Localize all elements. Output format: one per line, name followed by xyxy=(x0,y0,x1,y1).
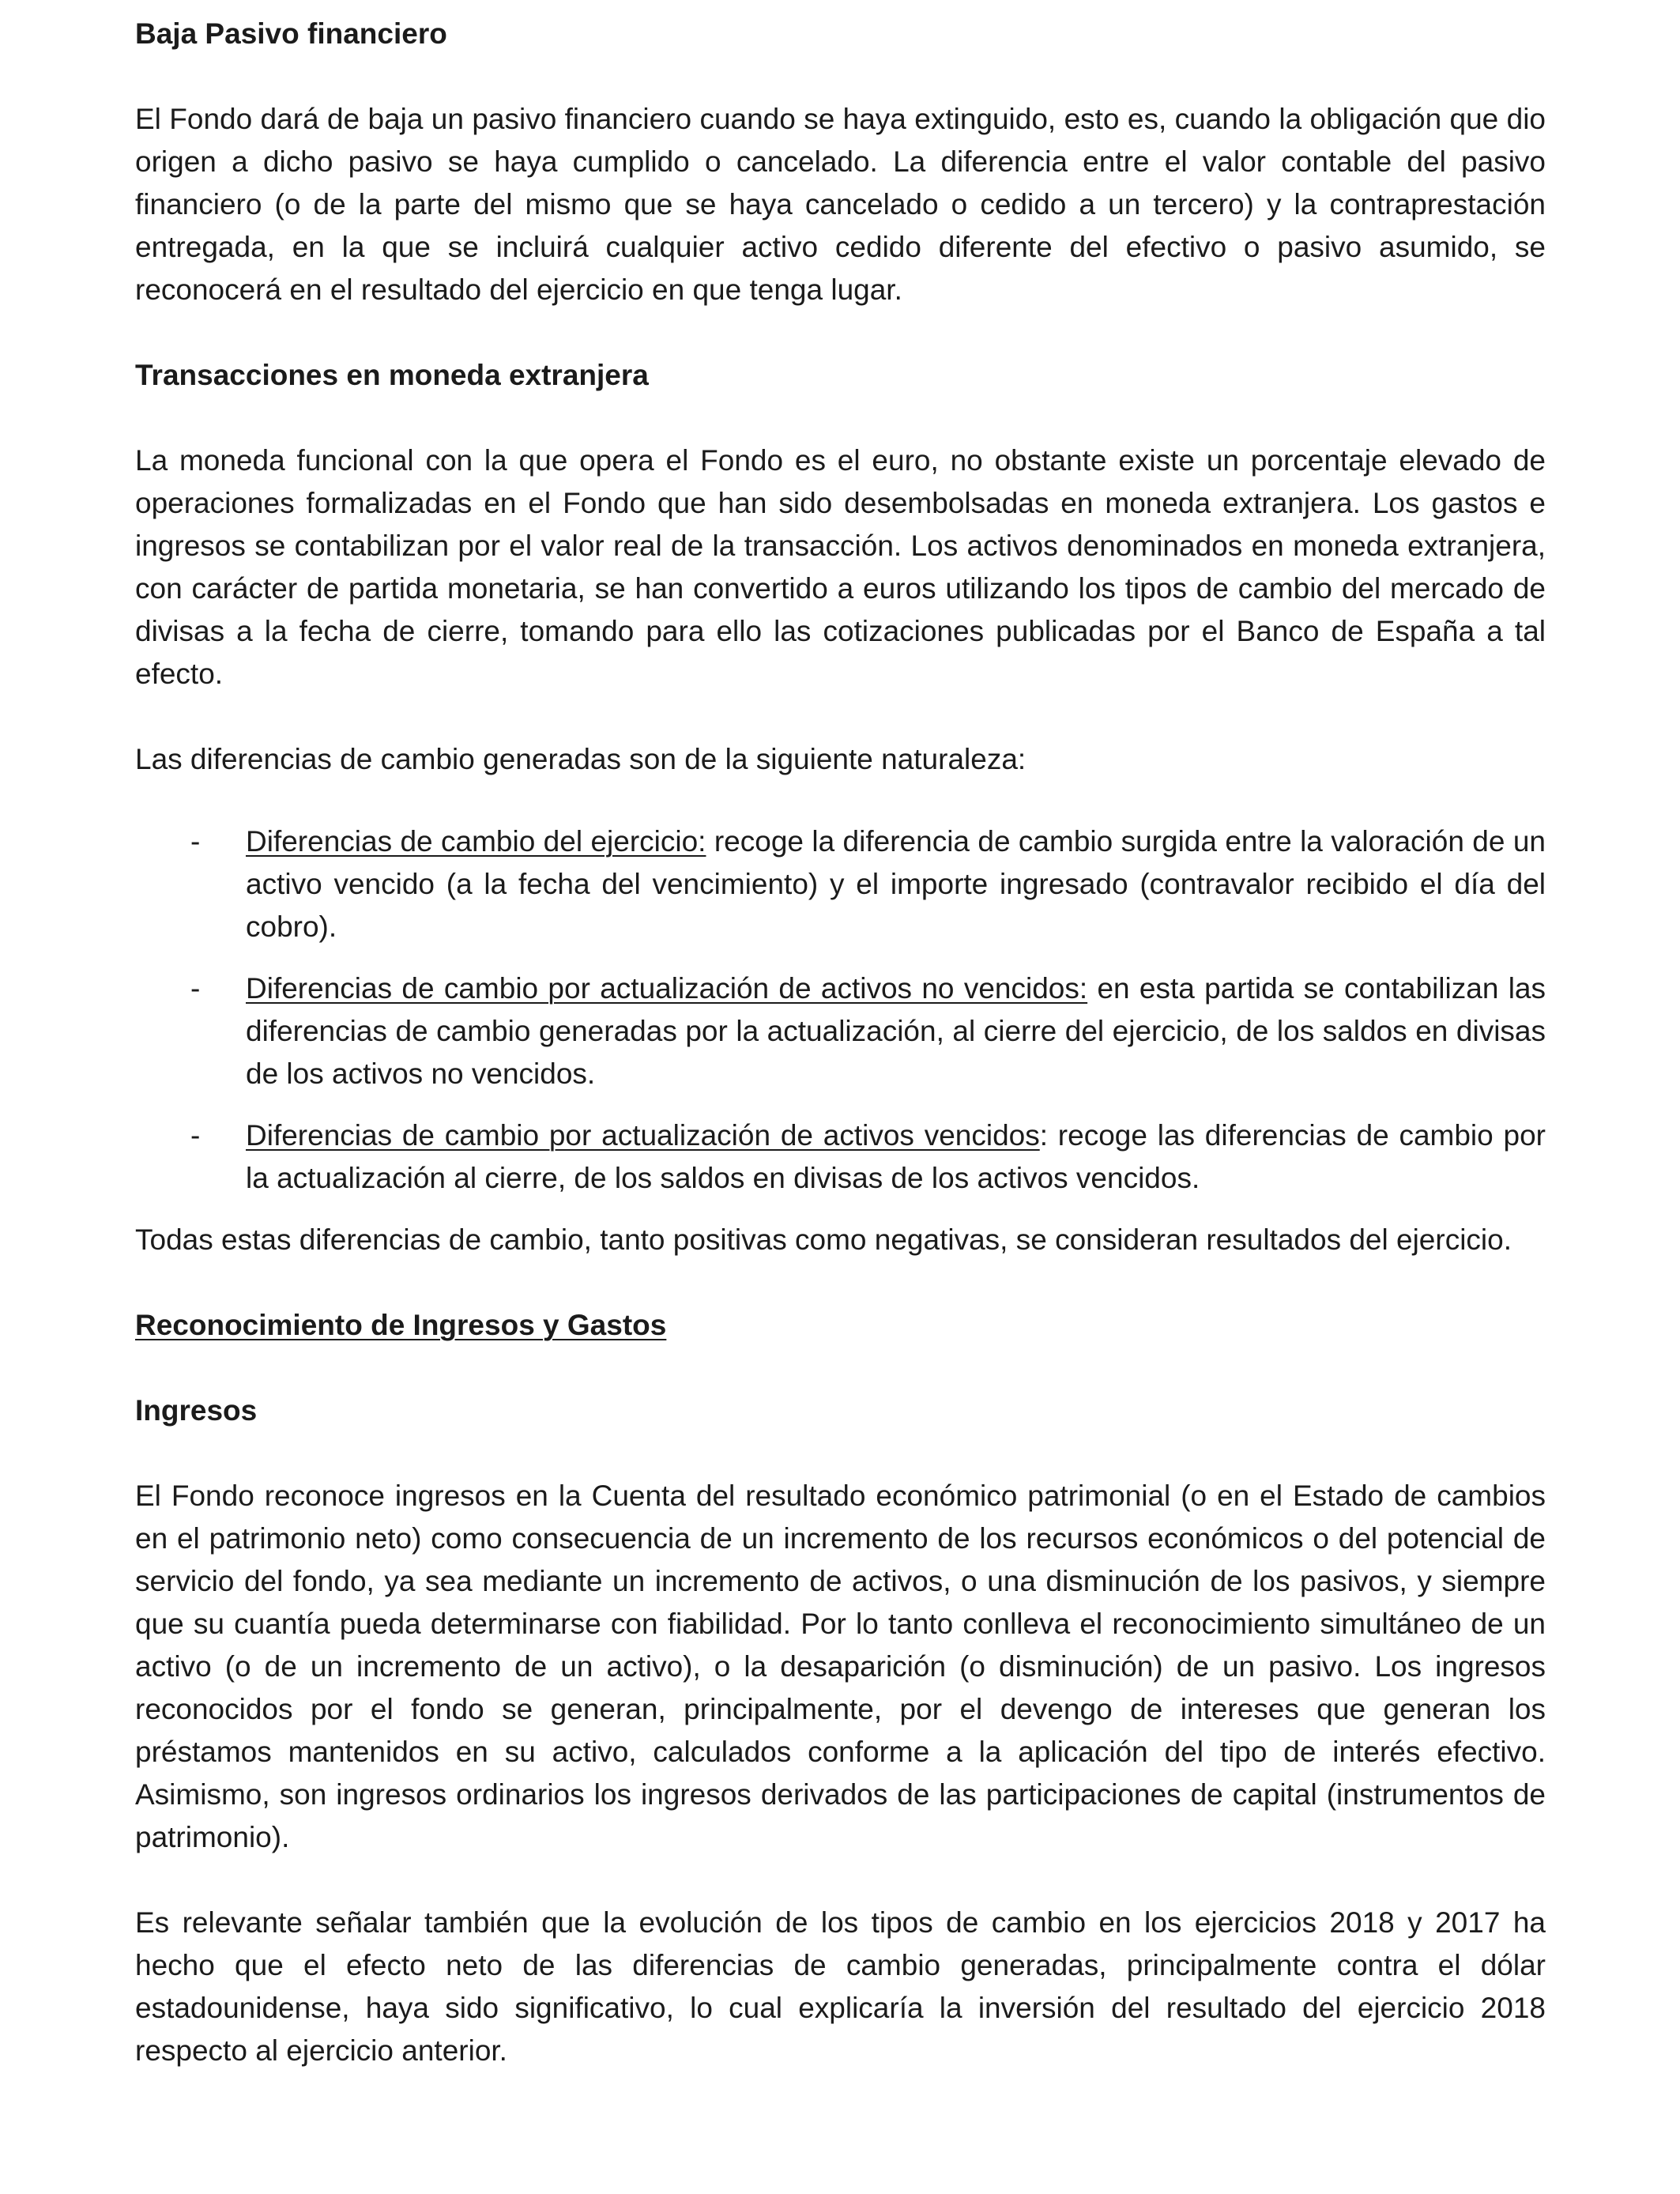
list-item xyxy=(135,967,1546,1095)
list-dash: - xyxy=(190,972,201,1005)
subheading-ingresos: Ingresos xyxy=(135,1394,258,1427)
paragraph-closing-diferencias: Todas estas diferencias de cambio, tanto positivas como negativas, se consideran resultados del ejercicio. xyxy=(135,1223,1512,1256)
list-dash: - xyxy=(190,1119,201,1152)
list-item-text: en esta partida se contabilizan las diferencias de cambio generadas por la actualización, al cierre del ejercicio, de los saldos en divisas de los activos no vencidos. xyxy=(246,972,1546,1090)
list-item-term: Diferencias de cambio del ejercicio: xyxy=(246,825,706,858)
list-item-text: : recoge las diferencias de cambio por la actualización al cierre, de los saldos en divisas de los activos vencidos. xyxy=(246,1119,1546,1194)
list-item xyxy=(135,820,1546,948)
heading-reconocimiento: Reconocimiento de Ingresos y Gastos xyxy=(135,1309,667,1341)
list-item-term: Diferencias de cambio por actualización de activos vencidos xyxy=(246,1119,1040,1152)
list-dash: - xyxy=(190,825,201,858)
heading-baja-pasivo: Baja Pasivo financiero xyxy=(135,17,447,50)
paragraph-intro-diferencias: Las diferencias de cambio generadas son de la siguiente naturaleza: xyxy=(135,743,1026,775)
document-page xyxy=(135,0,1546,2072)
list-item-text: recoge la diferencia de cambio surgida entre la valoración de un activo vencido (a la fecha del vencimiento) y el importe ingresado (contravalor recibido el día del cobro). xyxy=(246,825,1546,943)
list-item xyxy=(135,1114,1546,1200)
heading-transacciones: Transacciones en moneda extranjera xyxy=(135,359,649,391)
list-diferencias xyxy=(135,820,1546,1200)
paragraph-baja-pasivo: El Fondo dará de baja un pasivo financiero cuando se haya extinguido, esto es, cuando la obligación que dio origen a dicho pasivo se haya cumplido o cancelado. La diferencia entre el valor contable del pasivo financiero (o de la parte del mismo que se haya cancelado o cedido a un tercero) y la contraprestación entregada, en la que se incluirá cualquier activo cedido diferente del efectivo o pasivo asumido, se reconocerá en el resultado del ejercicio en que tenga lugar. xyxy=(135,103,1546,306)
paragraph-tipos-cambio: Es relevante señalar también que la evolución de los tipos de cambio en los ejercicios 2018 y 2017 ha hecho que el efecto neto de las diferencias de cambio generadas, principalmente contra el dólar estadounidense, haya sido significativo, lo cual explicaría la inversión del resultado del ejercicio 2018 respecto al ejercicio anterior. xyxy=(135,1906,1546,2067)
paragraph-ingresos: El Fondo reconoce ingresos en la Cuenta del resultado económico patrimonial (o en el Estado de cambios en el patrimonio neto) como consecuencia de un incremento de los recursos económicos o del potencial de servicio del fondo, ya sea mediante un incremento de activos, o una disminución de los pasivos, y siempre que su cuantía pueda determinarse con fiabilidad. Por lo tanto conlleva el reconocimiento simultáneo de un activo (o de un incremento de un activo), o la desaparición (o disminución) de un pasivo. Los ingresos reconocidos por el fondo se generan, principalmente, por el devengo de intereses que generan los préstamos mantenidos en su activo, calculados conforme a la aplicación del tipo de interés efectivo. Asimismo, son ingresos ordinarios los ingresos derivados de las participaciones de capital (instrumentos de patrimonio). xyxy=(135,1480,1546,1853)
list-item-term: Diferencias de cambio por actualización de activos no vencidos: xyxy=(246,972,1088,1005)
paragraph-transacciones: La moneda funcional con la que opera el Fondo es el euro, no obstante existe un porcentaje elevado de operaciones formalizadas en el Fondo que han sido desembolsadas en moneda extranjera. Los gastos e ingresos se contabilizan por el valor real de la transacción. Los activos denominados en moneda extranjera, con carácter de partida monetaria, se han convertido a euros utilizando los tipos de cambio del mercado de divisas a la fecha de cierre, tomando para ello las cotizaciones publicadas por el Banco de España a tal efecto. xyxy=(135,444,1546,690)
